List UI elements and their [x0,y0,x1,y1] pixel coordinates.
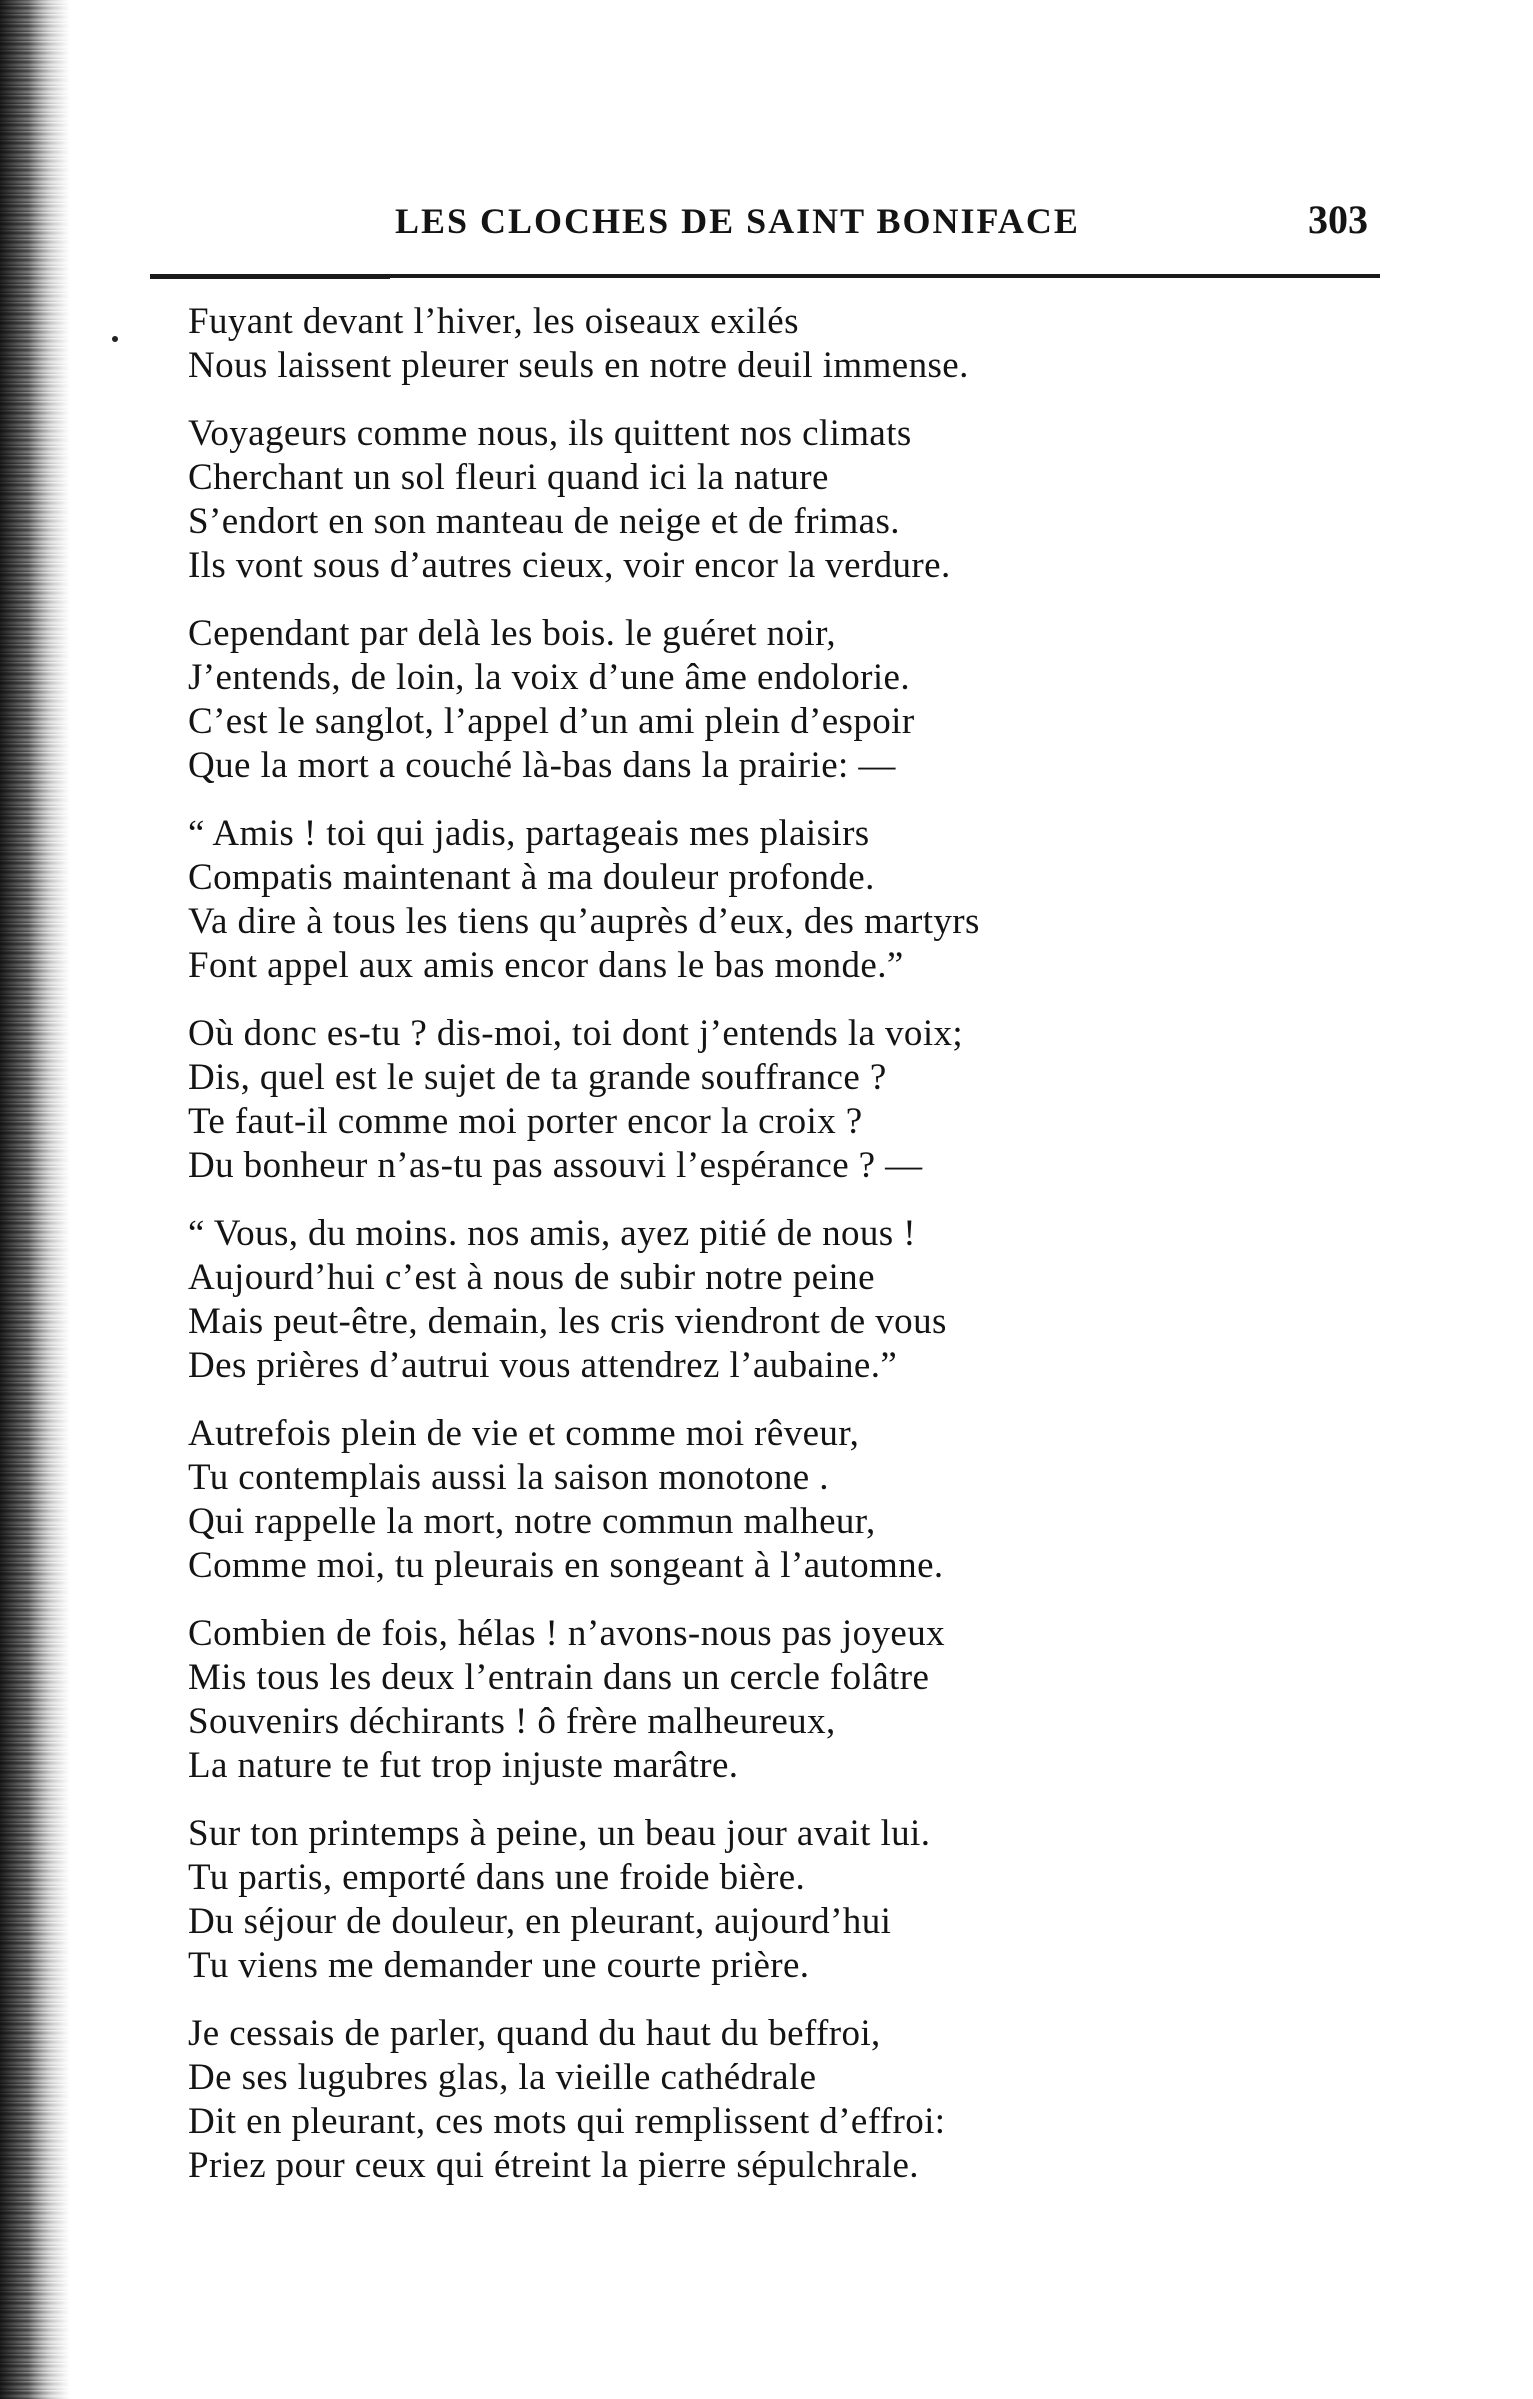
verse-line: Combien de fois, hélas ! n’avons-nous pas joyeux [188,1613,946,1654]
page-number: 303 [1308,197,1368,242]
verse-line: Cherchant un sol fleuri quand ici la nature [188,457,829,498]
header-rule [150,274,1380,278]
stanza [188,1412,1328,1588]
verse-line: Du séjour de douleur, en pleurant, aujourd’hui [188,1901,892,1942]
running-head: LES CLOCHES DE SAINT BONIFACE [395,201,1080,241]
verse-line: De ses lugubres glas, la vieille cathédrale [188,2057,817,2098]
poem-body [188,300,1328,2212]
verse-line: Du bonheur n’as-tu pas assouvi l’espérance ? — [188,1145,923,1186]
verse-line: Comme moi, tu pleurais en songeant à l’automne. [188,1545,944,1586]
verse-line: J’entends, de loin, la voix d’une âme endolorie. [188,657,911,698]
stanza [188,1012,1328,1188]
verse-line: Cependant par delà les bois. le guéret noir, [188,613,836,654]
stanza [188,300,1328,388]
scanned-page-edge [0,0,70,2399]
verse-line: Aujourd’hui c’est à nous de subir notre peine [188,1257,875,1298]
verse-line: Je cessais de parler, quand du haut du beffroi, [188,2013,881,2054]
verse-line: Tu partis, emporté dans une froide bière. [188,1857,806,1898]
verse-line: Mis tous les deux l’entrain dans un cercle folâtre [188,1657,930,1698]
verse-line: Compatis maintenant à ma douleur profonde. [188,857,875,898]
verse-line: Mais peut-être, demain, les cris viendront de vous [188,1301,947,1342]
verse-line: Font appel aux amis encor dans le bas monde.” [188,945,904,986]
stanza [188,2012,1328,2188]
verse-line: Où donc es-tu ? dis-moi, toi dont j’entends la voix; [188,1013,964,1054]
verse-line: Priez pour ceux qui étreint la pierre sépulchrale. [188,2145,919,2186]
verse-line: C’est le sanglot, l’appel d’un ami plein d’espoir [188,701,915,742]
verse-line: La nature te fut trop injuste marâtre. [188,1745,739,1786]
verse-line: Souvenirs déchirants ! ô frère malheureux, [188,1701,836,1742]
stanza [188,412,1328,588]
verse-line: Te faut-il comme moi porter encor la croix ? [188,1101,863,1142]
stanza [188,1212,1328,1388]
verse-line: Ils vont sous d’autres cieux, voir encor la verdure. [188,545,951,586]
verse-line: Des prières d’autrui vous attendrez l’aubaine.” [188,1345,898,1386]
verse-line: Autrefois plein de vie et comme moi rêveur, [188,1413,860,1454]
stanza [188,1812,1328,1988]
verse-line: Va dire à tous les tiens qu’auprès d’eux, des martyrs [188,901,980,942]
stanza [188,1612,1328,1788]
verse-line: S’endort en son manteau de neige et de frimas. [188,501,900,542]
verse-line: Dit en pleurant, ces mots qui remplissent d’effroi: [188,2101,946,2142]
verse-line: Nous laissent pleurer seuls en notre deuil immense. [188,345,969,386]
verse-line: Dis, quel est le sujet de ta grande souffrance ? [188,1057,887,1098]
verse-line: Voyageurs comme nous, ils quittent nos climats [188,413,912,454]
stanza [188,812,1328,988]
verse-line: Qui rappelle la mort, notre commun malheur, [188,1501,876,1542]
verse-line: Tu contemplais aussi la saison monotone . [188,1457,829,1498]
verse-line: Que la mort a couché là-bas dans la prairie: — [188,745,896,786]
verse-line: Sur ton printemps à peine, un beau jour avait lui. [188,1813,931,1854]
margin-dot [112,336,118,342]
verse-line: “ Amis ! toi qui jadis, partageais mes plaisirs [188,813,870,854]
verse-line: Fuyant devant l’hiver, les oiseaux exilés [188,301,799,342]
verse-line: “ Vous, du moins. nos amis, ayez pitié de nous ! [188,1213,916,1254]
stanza [188,612,1328,788]
verse-line: Tu viens me demander une courte prière. [188,1945,810,1986]
